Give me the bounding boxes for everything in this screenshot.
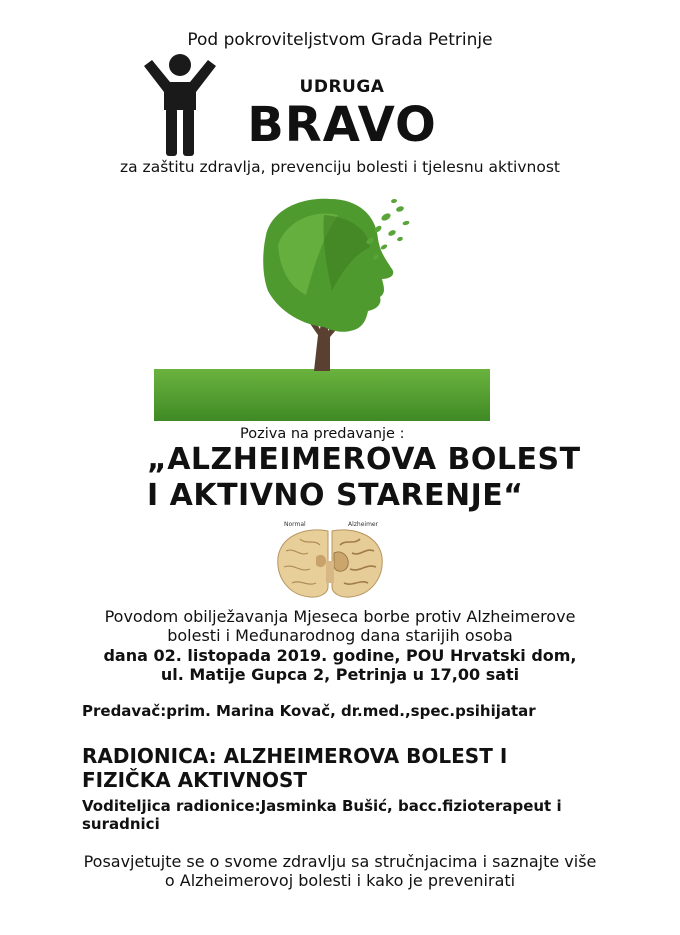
person-cheering-icon — [140, 52, 220, 156]
footer-line-1: Posavjetujte se o svome zdravlju sa stručnjacima i saznajte više — [83, 852, 597, 871]
workshop-title-line-1: RADIONICA: ALZHEIMEROVA BOLEST I — [82, 744, 508, 768]
patronage-text: Pod pokroviteljstvom Grada Petrinje — [187, 30, 493, 50]
footer-line-2: o Alzheimerovoj bolesti i kako je prevenirati — [164, 871, 516, 890]
alzheimer-brain-label: Alzheimer — [348, 521, 379, 528]
lecturer-text: Predavač:prim. Marina Kovač, dr.med.,spec.psihijatar — [82, 702, 536, 720]
tree-head-illustration — [154, 195, 490, 421]
date-line-1: dana 02. listopada 2019. godine, POU Hrvatski dom, — [103, 646, 577, 665]
brain-comparison-illustration — [270, 517, 390, 601]
occasion-line-2: bolesti i Međunarodnog dana starijih osoba — [167, 626, 513, 645]
occasion-line-1: Povodom obilježavanja Mjeseca borbe protiv Alzheimerove — [104, 607, 576, 626]
grass-field — [154, 369, 490, 421]
date-line-2: ul. Matije Gupca 2, Petrinja u 17,00 sati — [160, 665, 520, 684]
org-name: BRAVO — [247, 97, 437, 153]
workshop-lead-line-2: suradnici — [82, 815, 160, 833]
org-prefix: UDRUGA — [299, 77, 385, 97]
workshop-lead-line-1: Voditeljica radionice:Jasminka Bušić, bacc.fizioterapeut i — [82, 797, 562, 815]
org-subtitle: za zaštitu zdravlja, prevenciju bolesti i tjelesnu aktivnost — [120, 158, 560, 176]
lecture-title-line-2: I AKTIVNO STARENJE“ — [147, 478, 524, 513]
normal-brain-label: Normal — [284, 521, 306, 528]
lecture-title-line-1: „ALZHEIMEROVA BOLEST — [147, 442, 581, 477]
invitation-label: Poziva na predavanje : — [240, 426, 405, 442]
workshop-title-line-2: FIZIČKA AKTIVNOST — [82, 768, 307, 792]
